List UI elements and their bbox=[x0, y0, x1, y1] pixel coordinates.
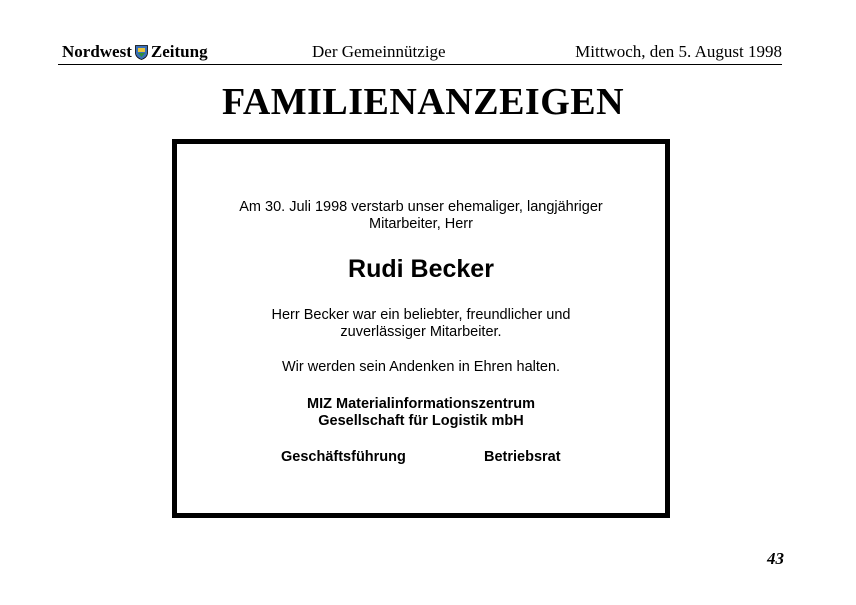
brand-name-left: Nordwest bbox=[62, 42, 132, 61]
notice-intro bbox=[177, 199, 665, 233]
coat-of-arms-icon bbox=[135, 45, 148, 60]
obituary-notice bbox=[172, 139, 670, 518]
issue-date: Mittwoch, den 5. August 1998 bbox=[575, 42, 782, 61]
signature-works-council: Betriebsrat bbox=[484, 449, 561, 465]
newspaper-header bbox=[62, 42, 782, 66]
notice-description-line: zuverlässiger Mitarbeiter. bbox=[340, 324, 502, 340]
newspaper-brand bbox=[62, 42, 208, 62]
brand-name-right: Zeitung bbox=[150, 42, 208, 61]
page-number: 43 bbox=[767, 549, 784, 568]
company-name bbox=[177, 396, 665, 430]
header-divider bbox=[58, 64, 782, 65]
notice-remembrance: Wir werden sein Andenken in Ehren halten. bbox=[281, 359, 561, 375]
signature-management: Geschäftsführung bbox=[281, 449, 406, 465]
section-name: Der Gemeinnützige bbox=[312, 42, 446, 61]
notice-description-line: Herr Becker war ein beliebter, freundlicher und bbox=[271, 307, 571, 323]
company-name-line: MIZ Materialinformationszentrum bbox=[307, 396, 535, 412]
notice-description bbox=[177, 307, 665, 341]
page-title: FAMILIENANZEIGEN bbox=[221, 81, 625, 123]
notice-intro-line: Am 30. Juli 1998 verstarb unser ehemaliger, langjähriger bbox=[239, 199, 603, 215]
notice-intro-line: Mitarbeiter, Herr bbox=[369, 216, 473, 232]
company-name-line: Gesellschaft für Logistik mbH bbox=[318, 413, 524, 429]
deceased-name: Rudi Becker bbox=[348, 255, 494, 283]
